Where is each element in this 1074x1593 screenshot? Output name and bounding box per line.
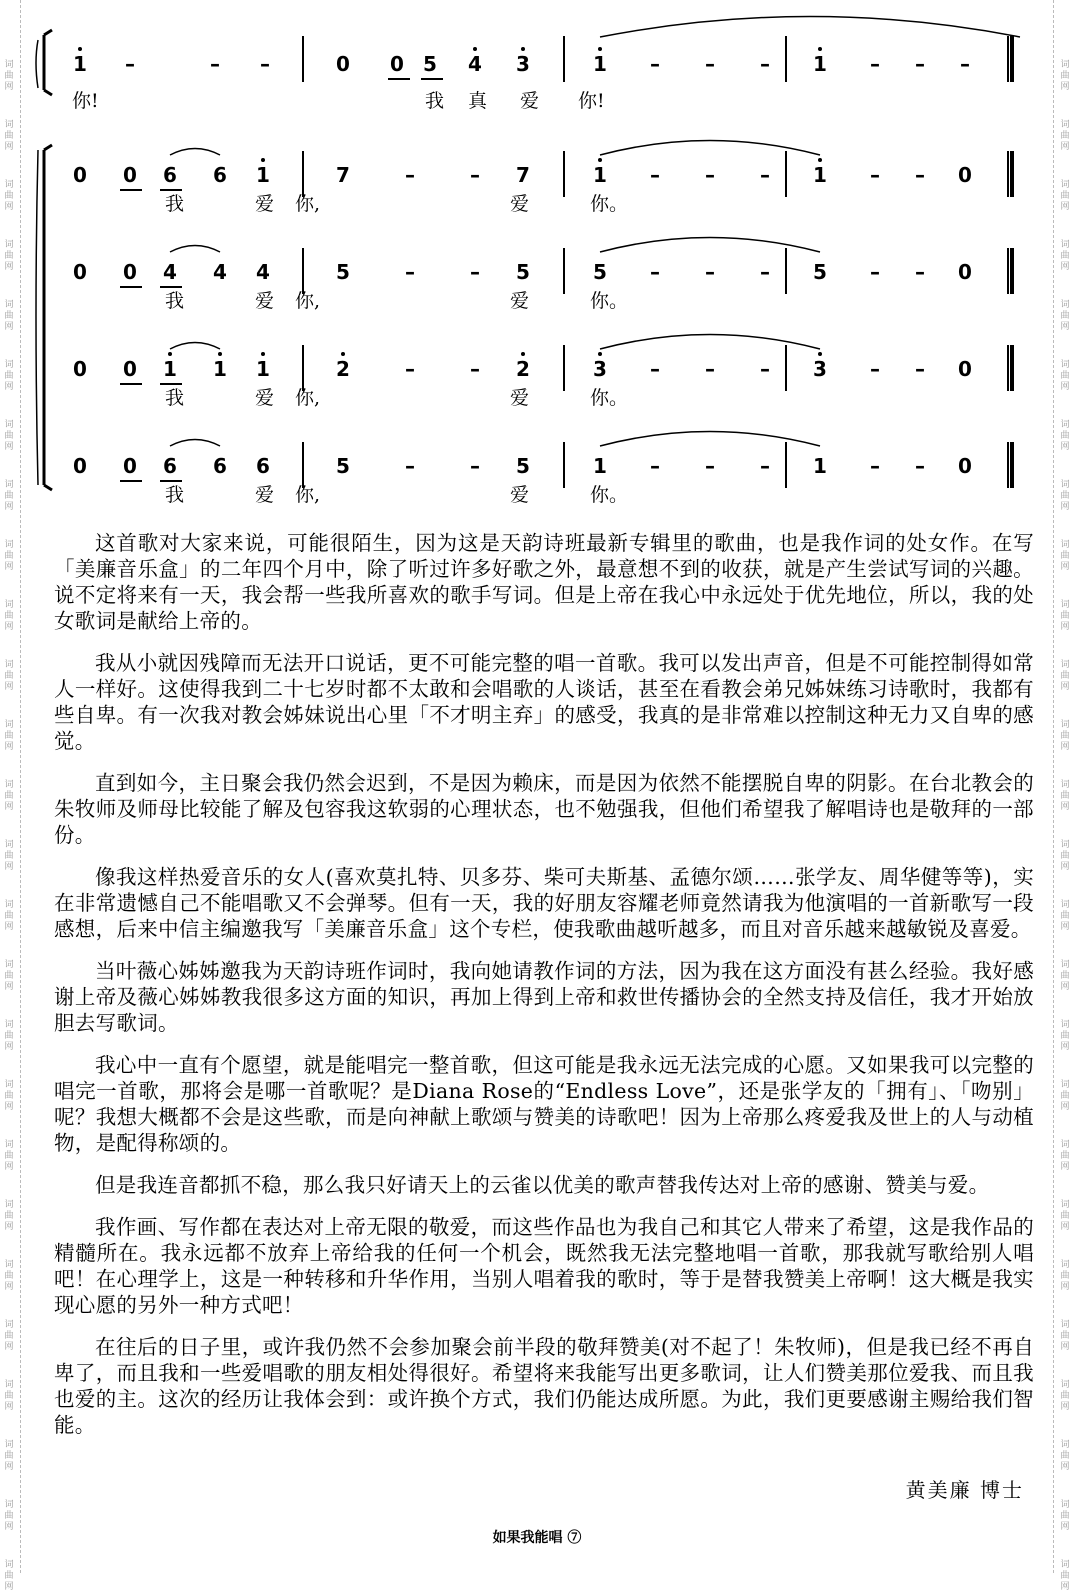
- octave-dot-high: [521, 352, 525, 356]
- score-note: 0: [123, 454, 137, 478]
- score-note: –: [760, 260, 770, 284]
- score-note: –: [760, 163, 770, 187]
- score-note: –: [650, 163, 660, 187]
- watermark-text: 词曲网: [4, 1140, 14, 1172]
- score-note: –: [705, 52, 715, 76]
- lyric: 爱: [255, 484, 275, 506]
- watermark-text: 词曲网: [4, 1560, 14, 1592]
- watermark-text: 词曲网: [1060, 1560, 1070, 1592]
- watermark-text: 词曲网: [1060, 900, 1070, 932]
- score-note: –: [870, 260, 880, 284]
- octave-dot-high: [218, 352, 222, 356]
- score-note: 6: [256, 454, 270, 478]
- score-note: 7: [336, 163, 350, 187]
- score-note: 0: [123, 357, 137, 381]
- score-note: –: [470, 260, 480, 284]
- eighth-underline: [120, 189, 142, 191]
- barline: [302, 248, 304, 294]
- score-note: 5: [516, 260, 530, 284]
- score-note: 6: [163, 163, 177, 187]
- score-note: 0: [958, 163, 972, 187]
- lyric: 你。: [590, 387, 629, 409]
- lyric: 你。: [590, 290, 629, 312]
- barline: [302, 442, 304, 488]
- eighth-underline: [421, 78, 443, 80]
- lyric: 你!: [72, 90, 99, 112]
- watermark-text: 词曲网: [4, 60, 14, 92]
- score-note: 4: [163, 260, 177, 284]
- octave-dot-high: [78, 47, 82, 51]
- watermark-text: 词曲网: [1060, 840, 1070, 872]
- lyric: 你。: [590, 484, 629, 506]
- barline: [563, 345, 565, 391]
- lyric: 你!: [578, 90, 605, 112]
- watermark-text: 词曲网: [1060, 360, 1070, 392]
- score-note: –: [960, 52, 970, 76]
- paragraph: 但是我连音都抓不稳，那么我只好请天上的云雀以优美的歌声替我传达对上帝的感谢、赞美与爱。: [95, 1173, 990, 1197]
- lyric: 你。: [590, 193, 629, 215]
- octave-dot-high: [818, 47, 822, 51]
- eighth-underline: [120, 383, 142, 385]
- tie-arc: [600, 335, 820, 350]
- eighth-underline: [160, 383, 182, 385]
- watermark-text: 词曲网: [1060, 1200, 1070, 1232]
- score-note: 1: [593, 52, 607, 76]
- watermark-text: 词曲网: [4, 540, 14, 572]
- tie-arc: [170, 149, 220, 156]
- watermark-text: 词曲网: [4, 480, 14, 512]
- octave-dot-high: [598, 47, 602, 51]
- score-note: –: [870, 52, 880, 76]
- score-note: –: [405, 454, 415, 478]
- score-note: –: [915, 454, 925, 478]
- lyric: 爱: [510, 290, 530, 312]
- tie-arc: [170, 343, 220, 350]
- score-note: 1: [213, 357, 227, 381]
- lyric: 爱: [255, 387, 275, 409]
- score-note: 1: [73, 52, 87, 76]
- score-note: 0: [73, 454, 87, 478]
- score-note: –: [650, 52, 660, 76]
- watermark-text: 词曲网: [1060, 60, 1070, 92]
- score-note: 1: [256, 357, 270, 381]
- score-note: 6: [213, 454, 227, 478]
- score-note: 1: [593, 454, 607, 478]
- lyric: 爱: [255, 290, 275, 312]
- watermark-text: 词曲网: [1060, 780, 1070, 812]
- watermark-text: 词曲网: [1060, 120, 1070, 152]
- score-note: 0: [958, 357, 972, 381]
- paragraph: 直到如今，主日聚会我仍然会迟到，不是因为赖床，而是因为依然不能摆脱自卑的阴影。在台北教会的朱牧师及师母比较能了解及包容我这软弱的心理状态，也不勉强我，但他们希望我了解唱诗也是敬拜的一部份。: [54, 771, 1034, 847]
- final-barline: [1007, 151, 1014, 197]
- lyric: 爱: [255, 193, 275, 215]
- score-note: 4: [256, 260, 270, 284]
- score-note: –: [870, 163, 880, 187]
- score-note: –: [125, 52, 135, 76]
- score-note: 0: [73, 260, 87, 284]
- octave-dot-high: [818, 352, 822, 356]
- octave-dot-high: [521, 47, 525, 51]
- score-note: –: [210, 52, 220, 76]
- lyric: 我: [165, 484, 185, 506]
- watermark-text: 词曲网: [1060, 1500, 1070, 1532]
- score-note: 5: [423, 52, 437, 76]
- octave-dot-high: [261, 158, 265, 162]
- score-note: –: [705, 454, 715, 478]
- final-barline: [1007, 36, 1014, 82]
- barline: [563, 442, 565, 488]
- lyric: 我: [425, 90, 445, 112]
- watermark-text: 词曲网: [4, 420, 14, 452]
- barline: [563, 248, 565, 294]
- lyric: 爱: [510, 387, 530, 409]
- barline: [785, 442, 787, 488]
- score-note: 4: [468, 52, 482, 76]
- score-note: –: [405, 357, 415, 381]
- octave-dot-high: [598, 158, 602, 162]
- watermark-text: 词曲网: [1060, 180, 1070, 212]
- score-note: –: [650, 454, 660, 478]
- lyric: 爱: [510, 193, 530, 215]
- tie-arc: [600, 17, 1020, 38]
- octave-dot-high: [473, 47, 477, 51]
- score-note: 7: [516, 163, 530, 187]
- watermark-text: 词曲网: [4, 1260, 14, 1292]
- watermark-text: 词曲网: [1060, 960, 1070, 992]
- watermark-text: 词曲网: [4, 1200, 14, 1232]
- lyric: 爱: [510, 484, 530, 506]
- score-note: 2: [516, 357, 530, 381]
- lyric: 你,: [295, 387, 321, 409]
- score-note: –: [870, 357, 880, 381]
- score-note: –: [760, 357, 770, 381]
- watermark-text: 词曲网: [1060, 300, 1070, 332]
- watermark-text: 词曲网: [4, 120, 14, 152]
- score-note: –: [470, 163, 480, 187]
- lyric: 你,: [295, 193, 321, 215]
- watermark-text: 词曲网: [1060, 1080, 1070, 1112]
- watermark-text: 词曲网: [1060, 660, 1070, 692]
- author-signature: 黄美廉 博士: [905, 1478, 1024, 1502]
- score-note: 0: [73, 163, 87, 187]
- tie-arc: [600, 432, 820, 447]
- lyric: 爱: [520, 90, 540, 112]
- watermark-text: 词曲网: [4, 840, 14, 872]
- watermark-text: 词曲网: [4, 1440, 14, 1472]
- barline: [785, 345, 787, 391]
- watermark-text: 词曲网: [4, 1320, 14, 1352]
- watermark-text: 词曲网: [4, 900, 14, 932]
- watermark-text: 词曲网: [4, 780, 14, 812]
- paragraph: 我作画、写作都在表达对上帝无限的敬爱，而这些作品也为我自己和其它人带来了希望，这是我作品的精髓所在。我永远都不放弃上帝给我的任何一个机会，既然我无法完整地唱一首歌，那我就写歌给别人唱吧！在心理学上，这是一种转移和升华作用，当别人唱着我的歌时，等于是替我赞美上帝啊！这大概是我实现心愿的另外一种方式吧！: [54, 1215, 1034, 1317]
- watermark-text: 词曲网: [4, 360, 14, 392]
- barline: [302, 151, 304, 197]
- score-note: –: [705, 357, 715, 381]
- watermark-text: 词曲网: [4, 180, 14, 212]
- score-note: –: [470, 357, 480, 381]
- final-barline: [1007, 248, 1014, 294]
- watermark-text: 词曲网: [4, 660, 14, 692]
- octave-dot-high: [168, 352, 172, 356]
- barline: [302, 36, 304, 82]
- watermark-text: 词曲网: [4, 1500, 14, 1532]
- lyric: 我: [165, 387, 185, 409]
- eighth-underline: [120, 480, 142, 482]
- watermark-text: 词曲网: [4, 240, 14, 272]
- score-note: –: [705, 260, 715, 284]
- octave-dot-high: [261, 352, 265, 356]
- score-note: –: [470, 454, 480, 478]
- eighth-underline: [160, 480, 182, 482]
- score-note: –: [915, 163, 925, 187]
- lyric: 我: [165, 193, 185, 215]
- score-note: –: [705, 163, 715, 187]
- watermark-text: 词曲网: [1060, 600, 1070, 632]
- score-note: 0: [73, 357, 87, 381]
- score-note: –: [915, 260, 925, 284]
- score-note: 3: [813, 357, 827, 381]
- watermark-text: 词曲网: [4, 960, 14, 992]
- tie-arc: [600, 238, 820, 253]
- octave-dot-high: [818, 158, 822, 162]
- system1-brace: [36, 40, 38, 88]
- final-barline: [1007, 442, 1014, 488]
- score-note: –: [650, 357, 660, 381]
- score-note: 0: [336, 52, 350, 76]
- barline: [563, 151, 565, 197]
- lyric: 真: [468, 90, 488, 112]
- score-note: 6: [213, 163, 227, 187]
- watermark-text: 词曲网: [1060, 720, 1070, 752]
- score-note: 1: [813, 454, 827, 478]
- tie-arc: [170, 246, 220, 253]
- barline: [302, 345, 304, 391]
- watermark-text: 词曲网: [1060, 540, 1070, 572]
- score-note: –: [915, 357, 925, 381]
- paragraph: 我心中一直有个愿望，就是能唱完一整首歌，但这可能是我永远无法完成的心愿。又如果我可以完整的唱完一首歌，那将会是哪一首歌呢？是Diana Rose的“Endless Love”，还是张学友的「拥有」、「吻别」呢？我想大概都不会是这些歌，而是向神献上歌颂与赞美的诗歌吧！因为上帝那么疼爱我及世上的人与动植物，是配得称颂的。: [54, 1053, 1034, 1155]
- eighth-underline: [388, 78, 410, 80]
- score-note: 5: [813, 260, 827, 284]
- watermark-text: 词曲网: [4, 1080, 14, 1112]
- score-note: –: [870, 454, 880, 478]
- paragraph: 我从小就因残障而无法开口说话，更不可能完整的唱一首歌。我可以发出声音，但是不可能控制得如常人一样好。这使得我到二十七岁时都不太敢和会唱歌的人谈话，甚至在看教会弟兄姊妹练习诗歌时，我都有些自卑。有一次我对教会姊妹说出心里「不才明主弃」的感受，我真的是非常难以控制这种无力又自卑的感觉。: [54, 651, 1034, 753]
- score-note: 1: [813, 52, 827, 76]
- article-body: [54, 530, 1034, 1454]
- score-note: 5: [336, 260, 350, 284]
- score-note: 0: [958, 454, 972, 478]
- eighth-underline: [120, 286, 142, 288]
- score-note: 5: [593, 260, 607, 284]
- score-note: –: [760, 52, 770, 76]
- score-note: 6: [163, 454, 177, 478]
- watermark-text: 词曲网: [1060, 240, 1070, 272]
- watermark-text: 词曲网: [1060, 1260, 1070, 1292]
- barline: [785, 248, 787, 294]
- final-barline: [1007, 345, 1014, 391]
- score-note: –: [650, 260, 660, 284]
- watermark-text: 词曲网: [1060, 480, 1070, 512]
- score-note: 3: [593, 357, 607, 381]
- eighth-underline: [160, 286, 182, 288]
- paragraph: 这首歌对大家来说，可能很陌生，因为这是天韵诗班最新专辑里的歌曲，也是我作词的处女作。在写「美廉音乐盒」的二年四个月中，除了听过许多好歌之外，最意想不到的收获，就是产生尝试写词的兴趣。说不定将来有一天，我会帮一些我所喜欢的歌手写词。但是上帝在我心中永远处于优先地位，所以，我的处女歌词是献给上帝的。: [54, 531, 1034, 633]
- lyric: 你,: [295, 484, 321, 506]
- watermark-text: 词曲网: [1060, 420, 1070, 452]
- lyric: 我: [165, 290, 185, 312]
- watermark-text: 词曲网: [1060, 1380, 1070, 1412]
- system1-bracket: [44, 30, 52, 95]
- eighth-underline: [160, 189, 182, 191]
- score-note: 0: [390, 52, 404, 76]
- lyric: 你,: [295, 290, 321, 312]
- score-note: 4: [213, 260, 227, 284]
- barline: [785, 151, 787, 197]
- watermark-text: 词曲网: [1060, 1320, 1070, 1352]
- barline: [563, 36, 565, 82]
- tie-arc: [600, 141, 820, 156]
- paragraph: 像我这样热爱音乐的女人(喜欢莫扎特、贝多芬、柴可夫斯基、孟德尔颂……张学友、周华健等等)，实在非常遗憾自己不能唱歌又不会弹琴。但有一天，我的好朋友容耀老师竟然请我为他演唱的一首新歌写一段感想，后来中信主编邀我写「美廉音乐盒」这个专栏，使我歌曲越听越多，而且对音乐越来越敏锐及喜爱。: [54, 865, 1034, 941]
- tie-arc: [170, 440, 220, 447]
- paragraph: 当叶薇心姊姊邀我为天韵诗班作词时，我向她请教作词的方法，因为我在这方面没有甚么经验。我好感谢上帝及薇心姊姊教我很多这方面的知识，再加上得到上帝和救世传播协会的全然支持及信任，我才开始放胆去写歌词。: [54, 959, 1034, 1035]
- score-note: 0: [123, 260, 137, 284]
- score-note: 0: [123, 163, 137, 187]
- score-note: 1: [256, 163, 270, 187]
- score-note: –: [260, 52, 270, 76]
- numbered-musical-score: [0, 0, 1074, 520]
- score-note: 1: [593, 163, 607, 187]
- watermark-text: 词曲网: [4, 600, 14, 632]
- score-note: –: [405, 260, 415, 284]
- system2-bracket: [44, 145, 52, 490]
- watermark-text: 词曲网: [4, 720, 14, 752]
- watermark-text: 词曲网: [4, 1380, 14, 1412]
- octave-dot-high: [598, 352, 602, 356]
- system2-brace: [36, 150, 38, 485]
- score-note: 2: [336, 357, 350, 381]
- score-note: –: [760, 454, 770, 478]
- octave-dot-high: [341, 352, 345, 356]
- watermark-text: 词曲网: [4, 300, 14, 332]
- barline: [785, 36, 787, 82]
- score-note: 0: [958, 260, 972, 284]
- paragraph: 在往后的日子里，或许我仍然不会参加聚会前半段的敬拜赞美(对不起了！朱牧师)，但是我已经不再自卑了，而且我和一些爱唱歌的朋友相处得很好。希望将来我能写出更多歌词，让人们赞美那位爱我、而且我也爱的主。这次的经历让我体会到：或许换个方式，我们仍能达成所愿。为此，我们更要感谢主赐给我们智能。: [54, 1335, 1034, 1437]
- score-note: 5: [336, 454, 350, 478]
- watermark-text: 词曲网: [1060, 1020, 1070, 1052]
- score-note: 5: [516, 454, 530, 478]
- score-note: 1: [813, 163, 827, 187]
- watermark-text: 词曲网: [1060, 1440, 1070, 1472]
- score-note: –: [915, 52, 925, 76]
- score-note: 1: [163, 357, 177, 381]
- watermark-text: 词曲网: [4, 1020, 14, 1052]
- page-footer: 如果我能唱 ⑦: [492, 1530, 582, 1546]
- score-decorations: [0, 0, 1074, 520]
- score-note: 3: [516, 52, 530, 76]
- watermark-text: 词曲网: [1060, 1140, 1070, 1172]
- score-note: –: [405, 163, 415, 187]
